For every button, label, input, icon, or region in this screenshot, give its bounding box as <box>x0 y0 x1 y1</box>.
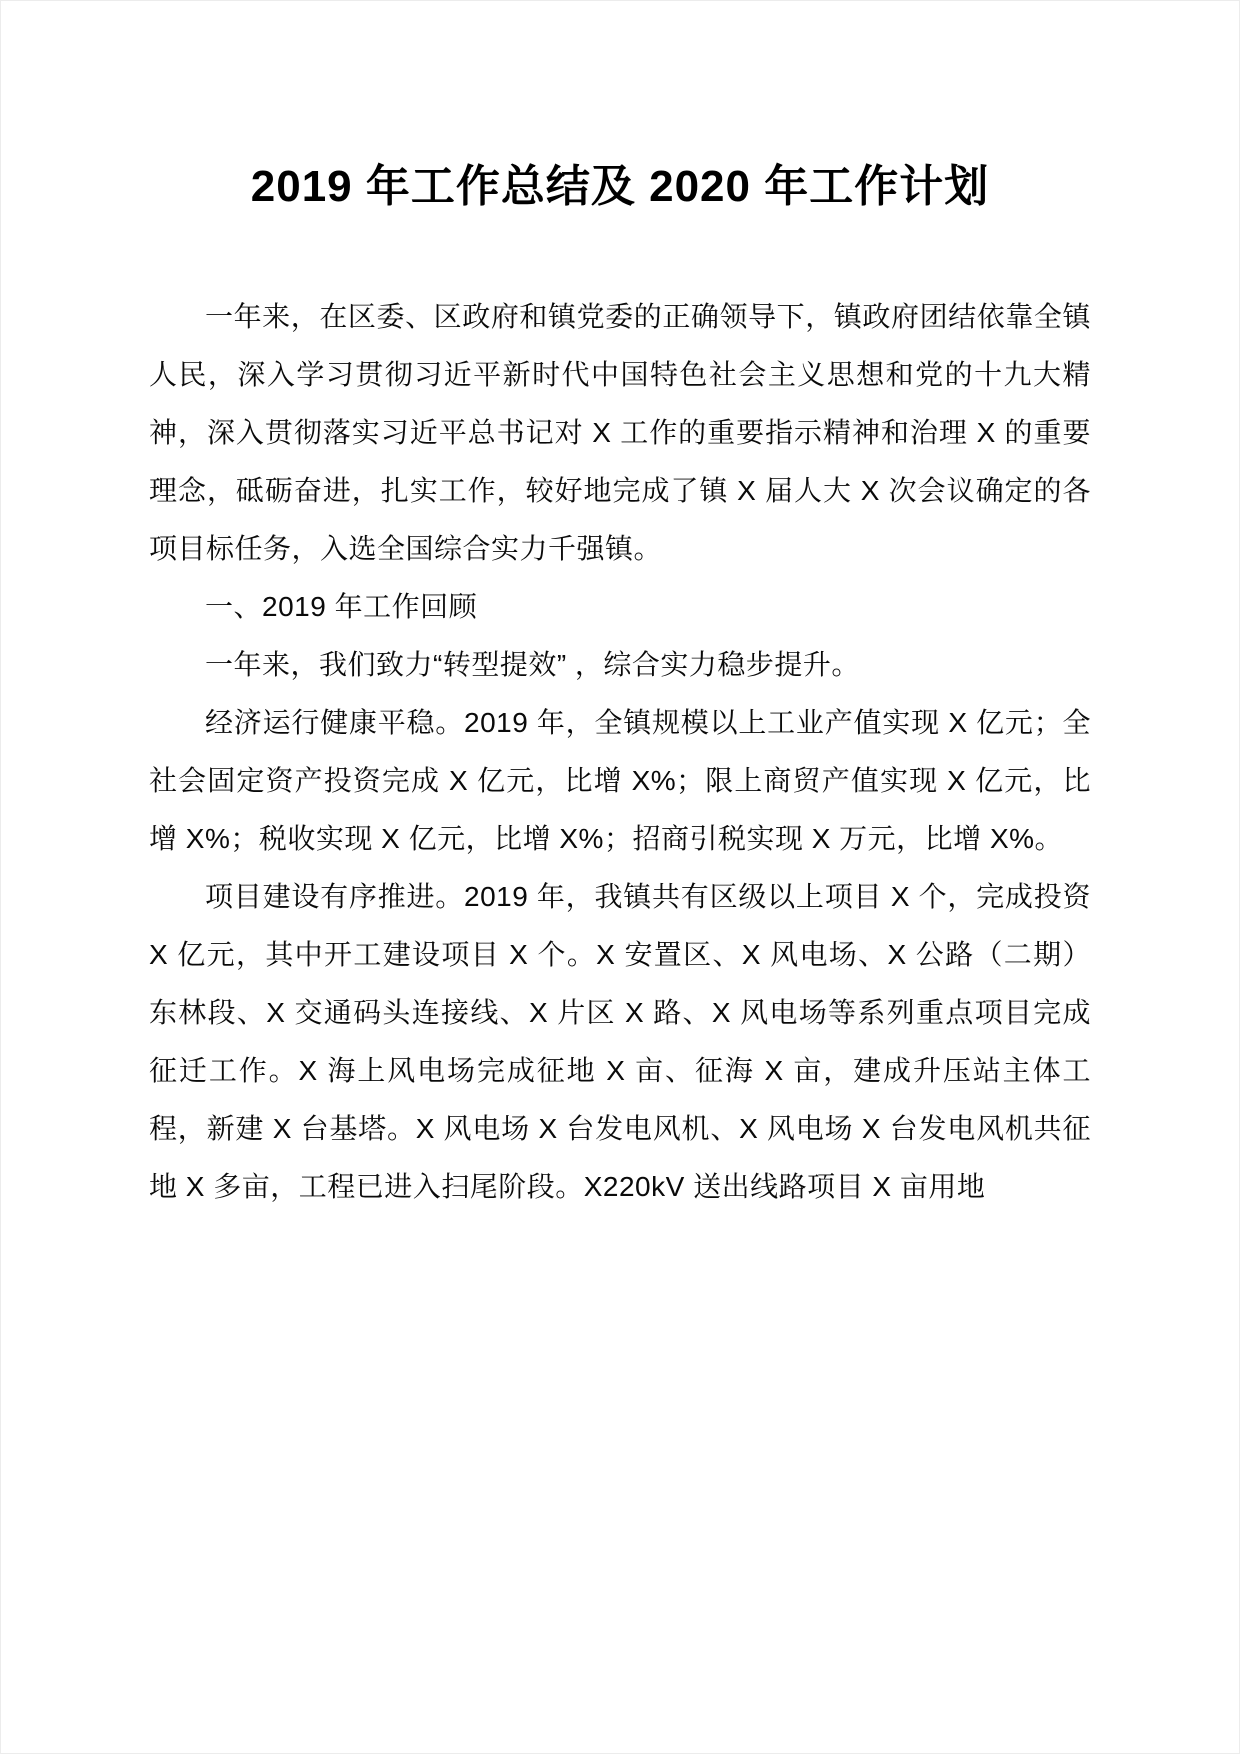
paragraph-projects: 项目建设有序推进。2019 年，我镇共有区级以上项目 X 个，完成投资 X 亿元，其中开工建设项目 X 个。X 安置区、X 风电场、X 公路（二期）东林段、X 交通码头连接线、X 片区 X 路、X 风电场等系列重点项目完成征迁工作。X 海上风电场完成征地 X 亩、征海 X 亩，建成升压站主体工程，新建 X 台基塔。X 风电场 X 台发电风机、X 风电场 X 台发电风机共征地 X 多亩，工程已进入扫尾阶段。X220kV 送出线路项目 X 亩用地 <box>149 881 1091 1202</box>
paragraph-overview: 一年来，我们致力“转型提效” ，综合实力稳步提升。 <box>205 649 860 680</box>
paragraph-economy: 经济运行健康平稳。2019 年，全镇规模以上工业产值实现 X 亿元；全社会固定资产投资完成 X 亿元，比增 X%；限上商贸产值实现 X 亿元，比增 X%；税收实现 X 亿元，比增 X%；招商引税实现 X 万元，比增 X%。 <box>149 707 1091 854</box>
paragraph-intro: 一年来，在区委、区政府和镇党委的正确领导下，镇政府团结依靠全镇人民，深入学习贯彻习近平新时代中国特色社会主义思想和党的十九大精神，深入贯彻落实习近平总书记对 X 工作的重要指示精神和治理 X 的重要理念，砥砺奋进，扎实工作，较好地完成了镇 X 届人大 X 次会议确定的各项目标任务，入选全国综合实力千强镇。 <box>149 301 1091 564</box>
section-heading-2019-review: 一、2019 年工作回顾 <box>205 591 478 622</box>
document-title: 2019 年工作总结及 2020 年工作计划 <box>250 162 990 211</box>
